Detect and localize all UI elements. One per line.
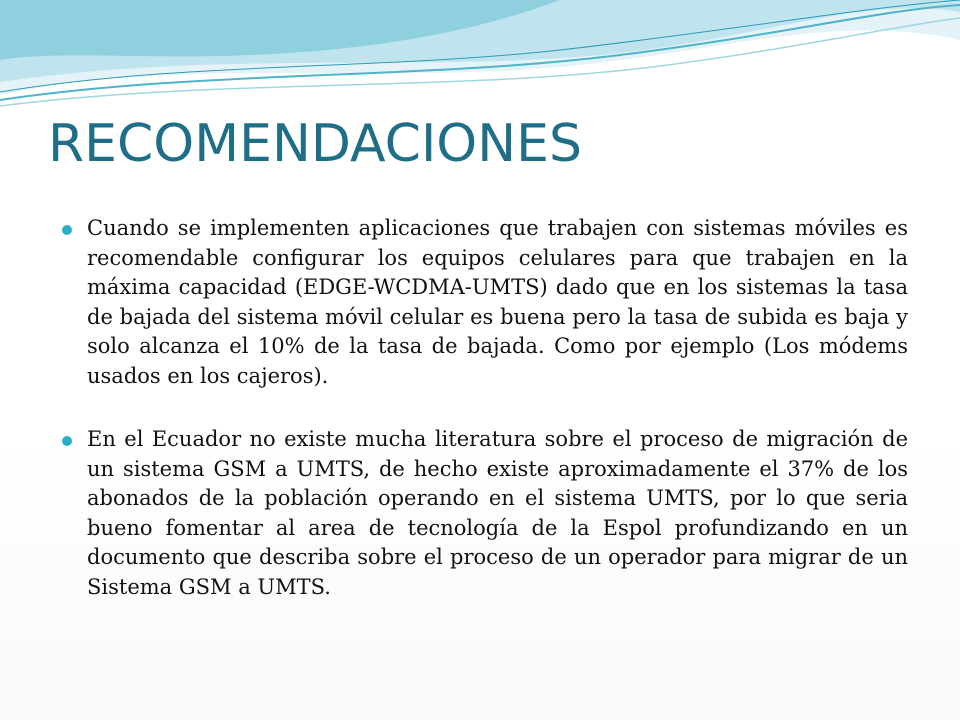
header-wave-decoration — [0, 0, 960, 120]
list-item — [62, 214, 908, 391]
bullet-text: Cuando se implementen aplicaciones que trabajen con sistemas móviles es recomendable configurar los equipos celulares para que trabajen en la máxima capacidad (EDGE-WCDMA-UMTS) dado que en los sistemas la tasa de bajada del sistema móvil celular es buena pero la tasa de subida es baja y solo alcanza el 10% de la tasa de bajada. Como por ejemplo (Los módems usados en los cajeros). — [87, 216, 908, 388]
bullet-text: En el Ecuador no existe mucha literatura sobre el proceso de migración de un sistema GSM a UMTS, de hecho existe aproximadamente el 37% de los abonados de la población operando en el sistema UMTS, por lo que seria bueno fomentar al area de tecnología de la Espol profundizando en un documento que describa sobre el proceso de un operador para migrar de un Sistema GSM a UMTS. — [87, 427, 908, 599]
bullet-dot-icon — [62, 225, 72, 235]
bullet-list — [62, 214, 908, 636]
bullet-dot-icon — [62, 436, 72, 446]
list-item — [62, 425, 908, 602]
slide-title: RECOMENDACIONES — [48, 114, 582, 174]
